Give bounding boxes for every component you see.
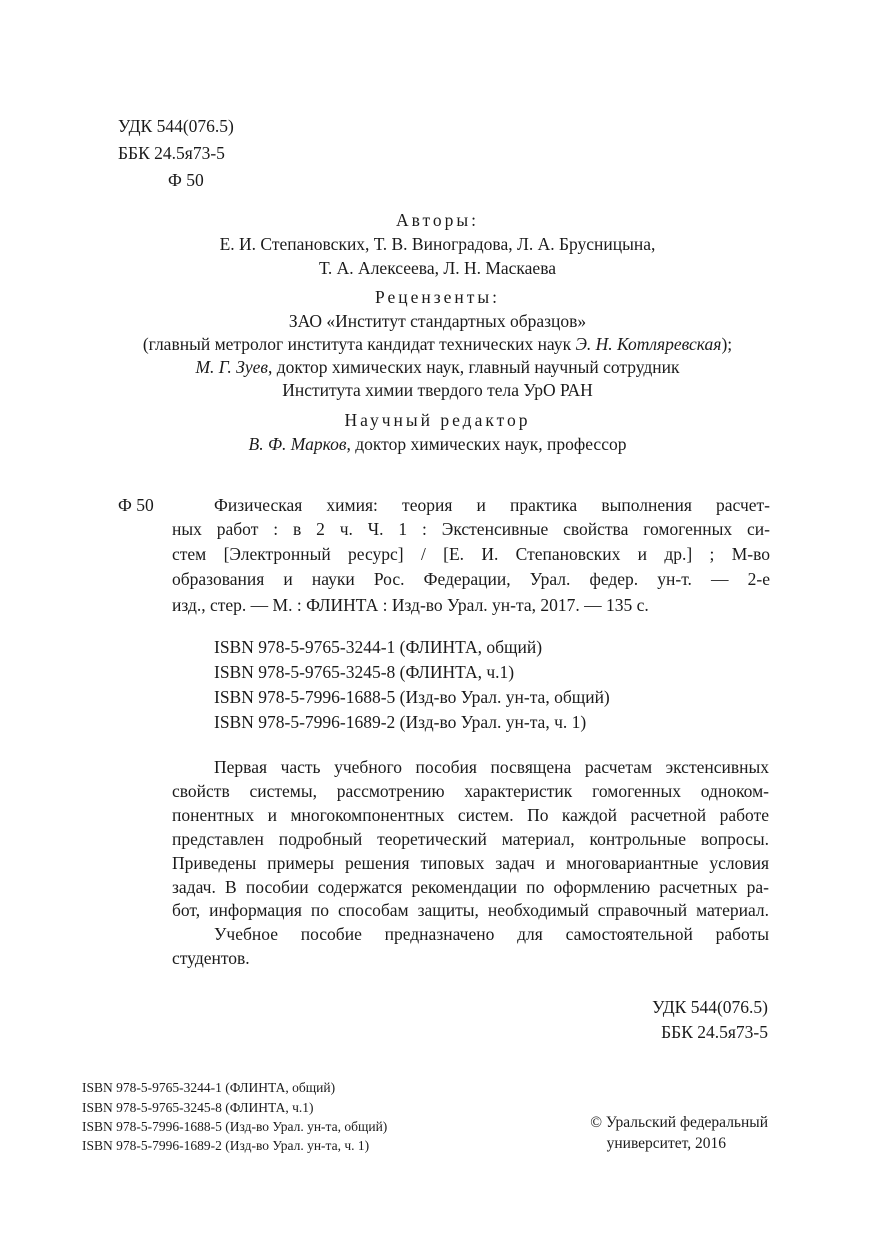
isbn-line: ISBN 978-5-7996-1688-5 (Изд-во Урал. ун-та, общий) (214, 687, 610, 707)
biblio-code: Ф 50 (118, 495, 154, 515)
reviewer-punct: ); (721, 334, 733, 354)
biblio-line: изд., стер. — М. : ФЛИНТА : Изд-во Урал. ун-та, 2017. — 135 с. (172, 595, 649, 615)
reviewer-org: ЗАО «Институт стандартных образцов» (288, 311, 587, 331)
reviewer-position: (главный метролог института кандидат технических наук (142, 334, 576, 354)
reviewer-line-2 (90, 333, 785, 355)
reviewer-line-3 (90, 356, 785, 378)
author-mark: Ф 50 (168, 170, 204, 190)
authors-line-1: Е. И. Степановских, Т. В. Виноградова, Л. А. Брусницына, (219, 234, 656, 254)
isbn-line: ISBN 978-5-7996-1689-2 (Изд-во Урал. ун-та, ч. 1) (214, 712, 587, 732)
copyright-line-2: университет, 2016 (606, 1135, 726, 1152)
isbn-line: ISBN 978-5-9765-3245-8 (ФЛИНТА, ч.1) (214, 662, 515, 682)
reviewer-line-4: Института химии твердого тела УрО РАН (282, 380, 593, 400)
editor-name: В. Ф. Марков (248, 434, 347, 454)
abstract-line: бот, информация по способам защиты, необходимый справочный материал. (172, 900, 769, 920)
footer-isbn: ISBN 978-5-7996-1688-5 (Изд-во Урал. ун-та, общий) (82, 1119, 388, 1134)
footer-isbn: ISBN 978-5-9765-3244-1 (ФЛИНТА, общий) (82, 1080, 336, 1095)
abstract-line: Учебное пособие предназначено для самостоятельной работы (214, 924, 769, 944)
abstract-line: представлен подробный теоретический материал, контрольные вопросы. (172, 829, 769, 849)
editor-line (90, 433, 785, 455)
abstract-line: Приведены примеры решения типовых задач и многовариантные условия (172, 853, 769, 873)
biblio-line: Физическая химия: теория и практика выполнения расчет- (214, 495, 770, 515)
abstract-line: задач. В пособии содержатся рекомендации по оформлению расчетных ра- (172, 877, 769, 897)
copyright-line-1: © Уральский федеральный (590, 1114, 768, 1131)
editor-title: , доктор химических наук, профессор (346, 434, 627, 454)
biblio-line: ных работ : в 2 ч. Ч. 1 : Экстенсивные свойства гомогенных си- (172, 519, 770, 539)
footer-isbn: ISBN 978-5-7996-1689-2 (Изд-во Урал. ун-та, ч. 1) (82, 1138, 370, 1153)
reviewer-name-2: М. Г. Зуев (195, 357, 268, 377)
footer-isbn: ISBN 978-5-9765-3245-8 (ФЛИНТА, ч.1) (82, 1100, 314, 1115)
isbn-line: ISBN 978-5-9765-3244-1 (ФЛИНТА, общий) (214, 637, 543, 657)
udk-code: УДК 544(076.5) (118, 116, 234, 136)
editor-heading: Научный редактор (344, 410, 531, 430)
reviewers-heading: Рецензенты: (374, 287, 501, 307)
abstract-line: студентов. (172, 948, 250, 968)
abstract-line: понентных и многокомпонентных систем. По каждой расчетной работе (172, 805, 769, 825)
bottom-bbk: ББК 24.5я73-5 (661, 1022, 768, 1042)
reviewer-title: , доктор химических наук, главный научный сотрудник (267, 357, 680, 377)
reviewer-name-1: Э. Н. Котляревская (575, 334, 722, 354)
bottom-udk: УДК 544(076.5) (652, 997, 768, 1017)
authors-line-2: Т. А. Алексеева, Л. Н. Маскаева (318, 258, 557, 278)
biblio-line: образования и науки Рос. Федерации, Урал. федер. ун-т. — 2-е (172, 569, 770, 589)
bbk-code: ББК 24.5я73-5 (118, 143, 225, 163)
abstract-line: Первая часть учебного пособия посвящена расчетам экстенсивных (214, 757, 769, 777)
authors-heading: Авторы: (395, 210, 479, 230)
abstract-line: свойств системы, рассмотрению характеристик гомогенных одноком- (172, 781, 769, 801)
biblio-line: стем [Электронный ресурс] / [Е. И. Степановских и др.] ; М-во (172, 544, 770, 564)
